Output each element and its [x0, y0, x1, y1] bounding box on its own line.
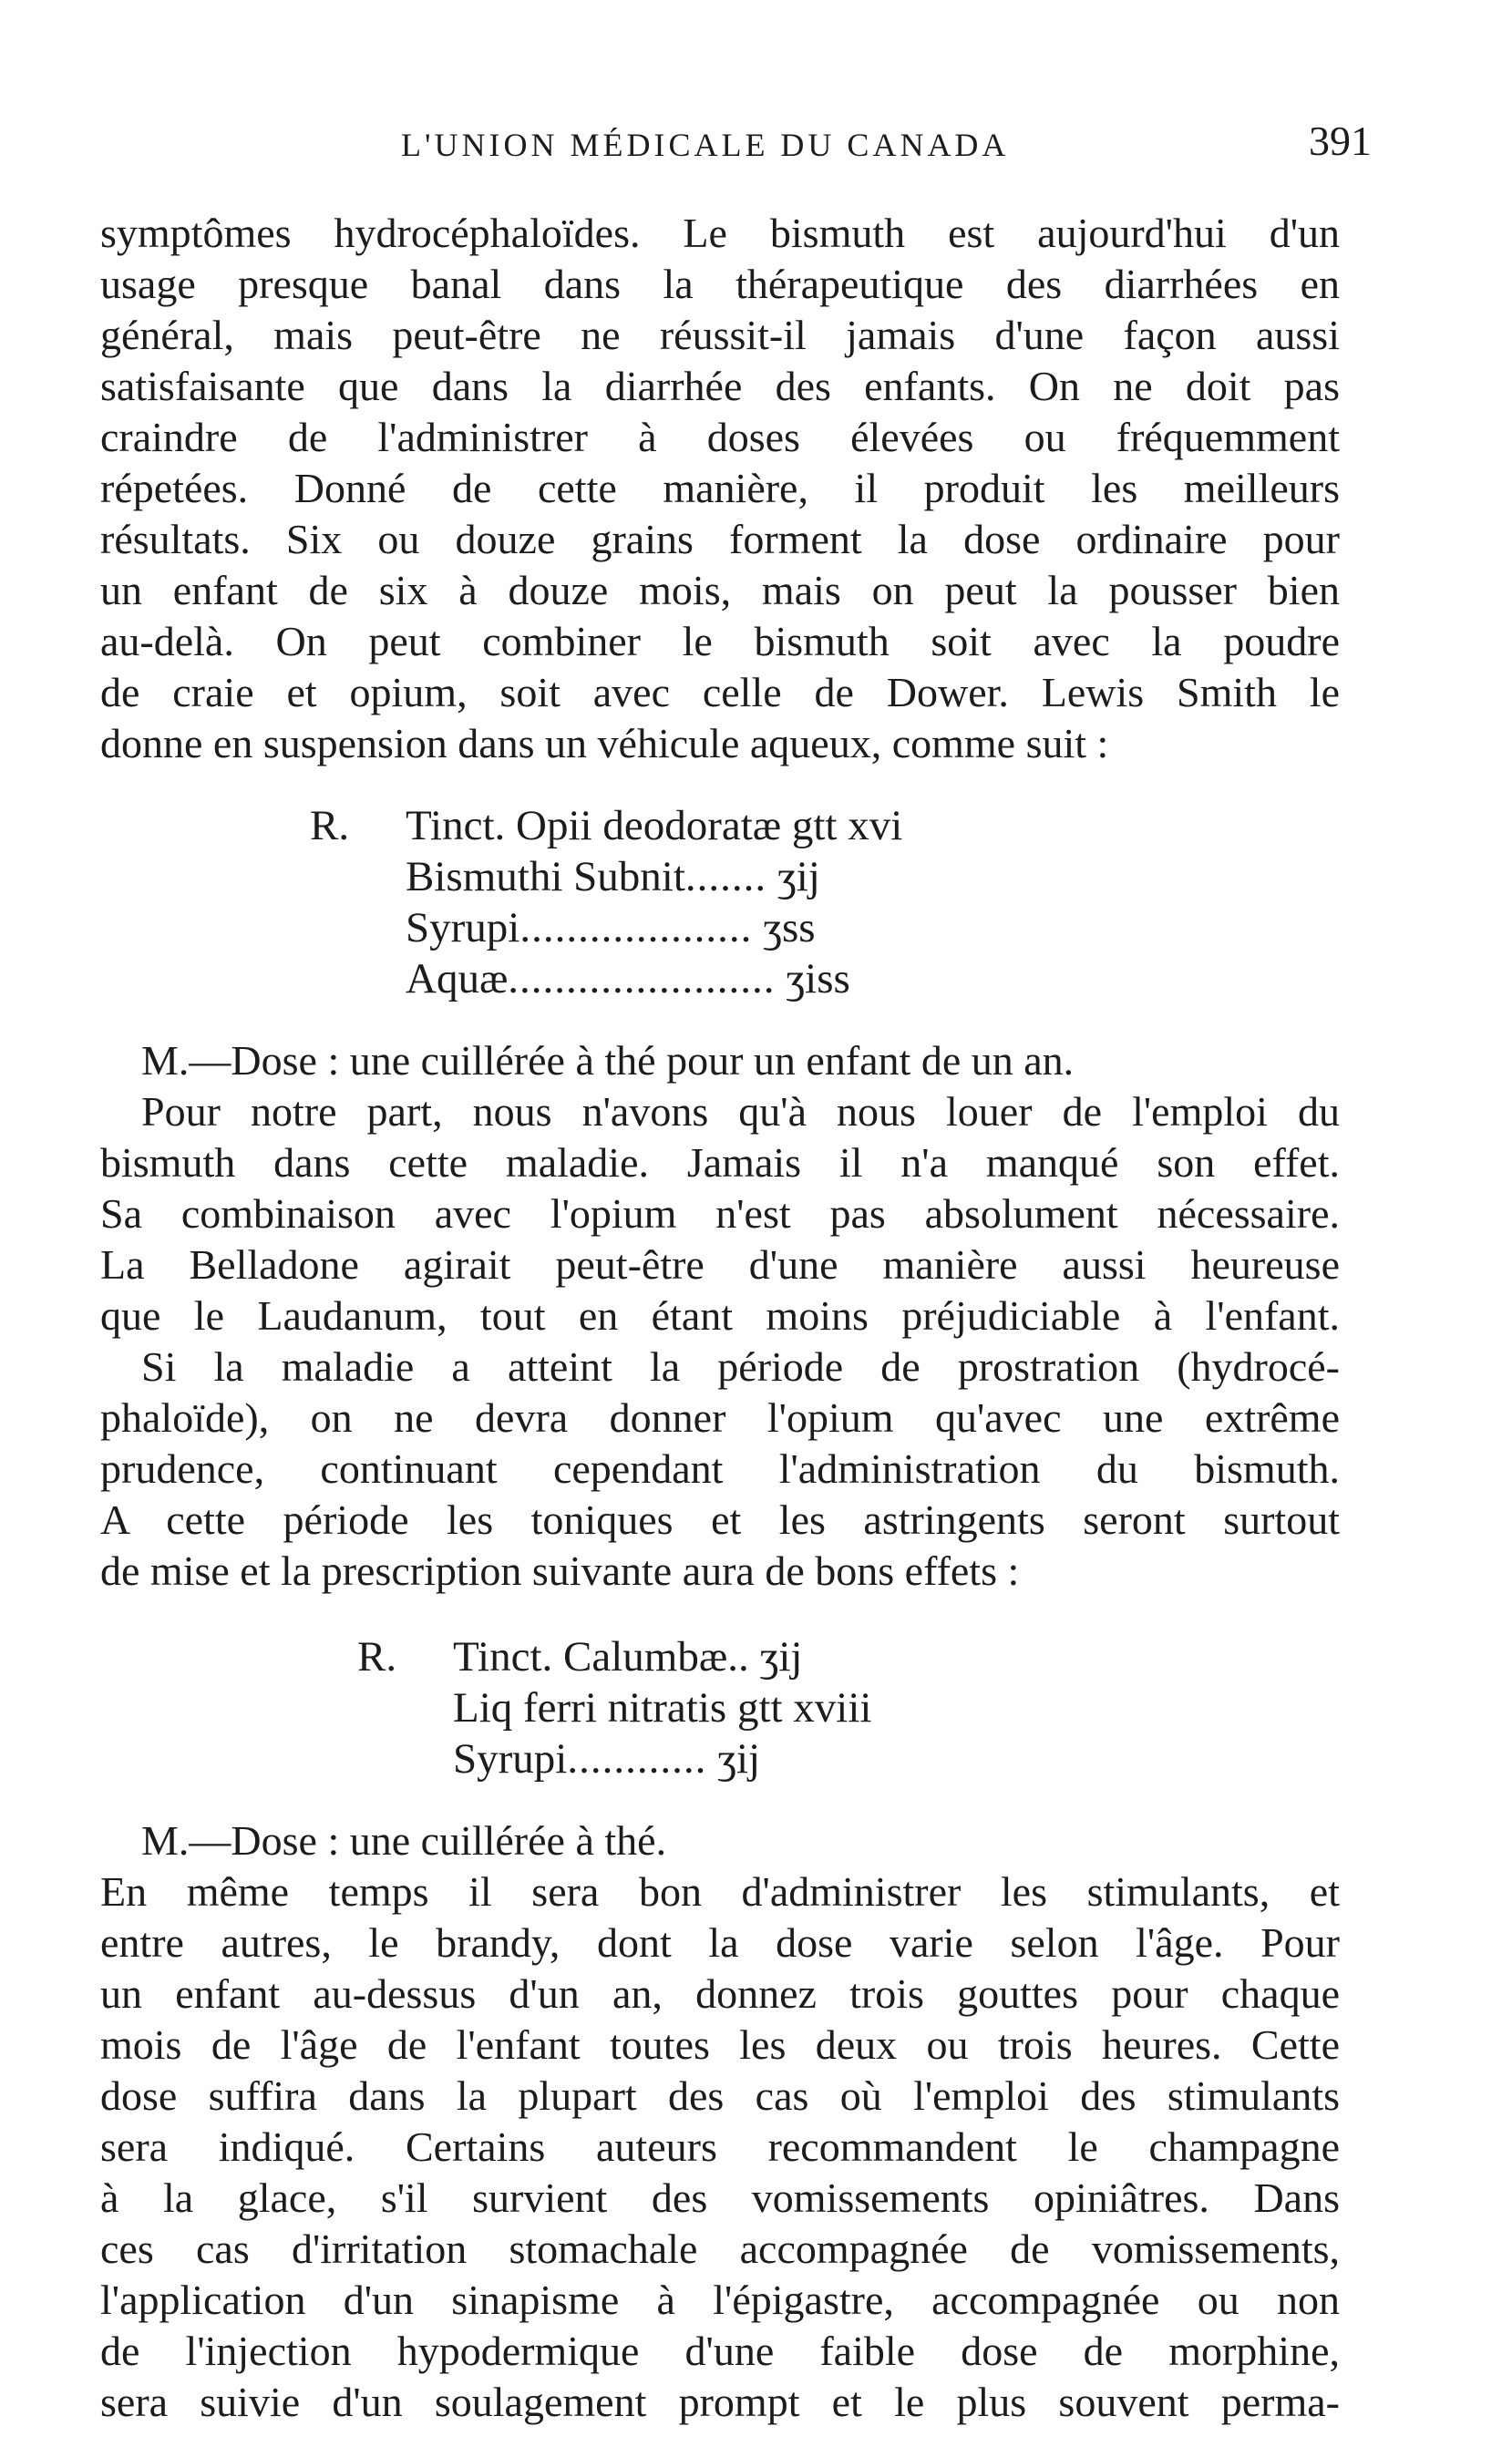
text-line: sera indiqué. Certains auteurs recommandent le champagne [100, 2123, 1340, 2170]
prescription-item [406, 953, 850, 1004]
text-line: au-delà. On peut combiner le bismuth soit avec la poudre [100, 618, 1340, 664]
text-line: ces cas d'irritation stomachale accompagnée de vomissements, [100, 2226, 1340, 2272]
text-line: Sa combinaison avec l'opium n'est pas absolument nécessaire. [100, 1190, 1340, 1237]
prescription-item [406, 902, 816, 953]
recipe-symbol: R. [310, 802, 350, 849]
page-header [100, 117, 1372, 171]
ingredient-dose: ʒiss [786, 955, 850, 1002]
text-line: résultats. Six ou douze grains forment la dose ordinaire pour [100, 516, 1340, 562]
ingredient-dose: ʒss [763, 904, 816, 951]
text-line: phaloïde), on ne devra donner l'opium qu'avec une extrême [100, 1394, 1340, 1441]
text-line: prudence, continuant cependant l'administration du bismuth. [100, 1445, 1340, 1492]
text-line: sera suivie d'un soulagement prompt et le plus souvent perma- [100, 2379, 1340, 2425]
text-line: La Belladone agirait peut-être d'une manière aussi heureuse [100, 1241, 1340, 1288]
ingredient-name: Tinct. Calumbæ.. [453, 1633, 749, 1681]
text-line: de l'injection hypodermique d'une faible dose de morphine, [100, 2328, 1340, 2374]
text-line: A cette période les toniques et les astringents seront surtout [100, 1496, 1340, 1543]
ingredient-dose: gtt xviii [736, 1684, 872, 1732]
leader-dots: ....... [684, 853, 767, 900]
ingredient-name: Aquæ [406, 955, 509, 1002]
ingredient-dose: gtt xvi [791, 802, 903, 849]
text-line: bismuth dans cette maladie. Jamais il n'a manqué son effet. [100, 1139, 1340, 1186]
text-line: Si la maladie a atteint la période de prostration (hydrocé- [141, 1343, 1340, 1390]
text-line: général, mais peut-être ne réussit-il jamais d'une façon aussi [100, 312, 1340, 358]
text-line: un enfant au-dessus d'un an, donnez trois gouttes pour chaque [100, 1970, 1340, 2017]
ingredient-name: Tinct. Opii deodoratæ [406, 802, 782, 849]
text-line: M.—Dose : une cuillérée à thé pour un enfant de un an. [141, 1037, 1075, 1084]
text-line: dose suffira dans la plupart des cas où l'emploi des stimulants [100, 2072, 1340, 2119]
text-line: symptômes hydrocéphaloïdes. Le bismuth est aujourd'hui d'un [100, 210, 1340, 256]
text-line: satisfaisante que dans la diarrhée des enfants. On ne doit pas [100, 363, 1340, 409]
leader-dots: .................... [519, 904, 753, 951]
text-line: entre autres, le brandy, dont la dose varie selon l'âge. Pour [100, 1919, 1340, 1966]
prescription-item [406, 851, 820, 902]
text-line: donne en suspension dans un véhicule aqueux, comme suit : [100, 720, 1109, 766]
text-line: de mise et la prescription suivante aura de bons effets : [100, 1547, 1020, 1594]
prescription-block [310, 800, 1130, 1001]
page-number: 391 [1309, 118, 1372, 164]
leader-dots: ....................... [508, 955, 776, 1002]
ingredient-name: Liq ferri nitratis [453, 1684, 727, 1732]
prescription-item [453, 1682, 871, 1733]
text-line: mois de l'âge de l'enfant toutes les deux ou trois heures. Cette [100, 2021, 1340, 2068]
ingredient-name: Syrupi [406, 904, 520, 951]
text-line: répetées. Donné de cette manière, il produit les meilleurs [100, 465, 1340, 511]
text-line: à la glace, s'il survient des vomissements opiniâtres. Dans [100, 2174, 1340, 2221]
text-line: craindre de l'administrer à doses élevées ou fréquemment [100, 414, 1340, 460]
text-line: de craie et opium, soit avec celle de Dower. Lewis Smith le [100, 669, 1340, 715]
text-line: En même temps il sera bon d'administrer les stimulants, et [100, 1868, 1340, 1915]
text-line: usage presque banal dans la thérapeutique des diarrhées en [100, 261, 1340, 307]
text-line: l'application d'un sinapisme à l'épigastre, accompagnée ou non [100, 2277, 1340, 2323]
prescription-item [453, 1733, 760, 1784]
ingredient-name: Syrupi [453, 1735, 568, 1783]
ingredient-dose: ʒij [717, 1735, 761, 1783]
text-line: Pour notre part, nous n'avons qu'à nous louer de l'emploi du [141, 1088, 1340, 1135]
prescription-item [406, 800, 902, 851]
prescription-item [453, 1631, 802, 1682]
leader-dots: ............ [567, 1735, 707, 1783]
running-head: L'UNION MÉDICALE DU CANADA [401, 127, 1010, 163]
ingredient-dose: ʒij [777, 853, 820, 900]
recipe-symbol: R. [357, 1633, 397, 1681]
prescription-block [357, 1631, 1178, 1786]
ingredient-name: Bismuthi Subnit [406, 853, 685, 900]
text-line: un enfant de six à douze mois, mais on peut la pousser bien [100, 567, 1340, 613]
text-line: que le Laudanum, tout en étant moins préjudiciable à l'enfant. [100, 1292, 1340, 1339]
text-line: M.—Dose : une cuillérée à thé. [141, 1817, 667, 1864]
ingredient-dose: ʒij [759, 1633, 803, 1681]
